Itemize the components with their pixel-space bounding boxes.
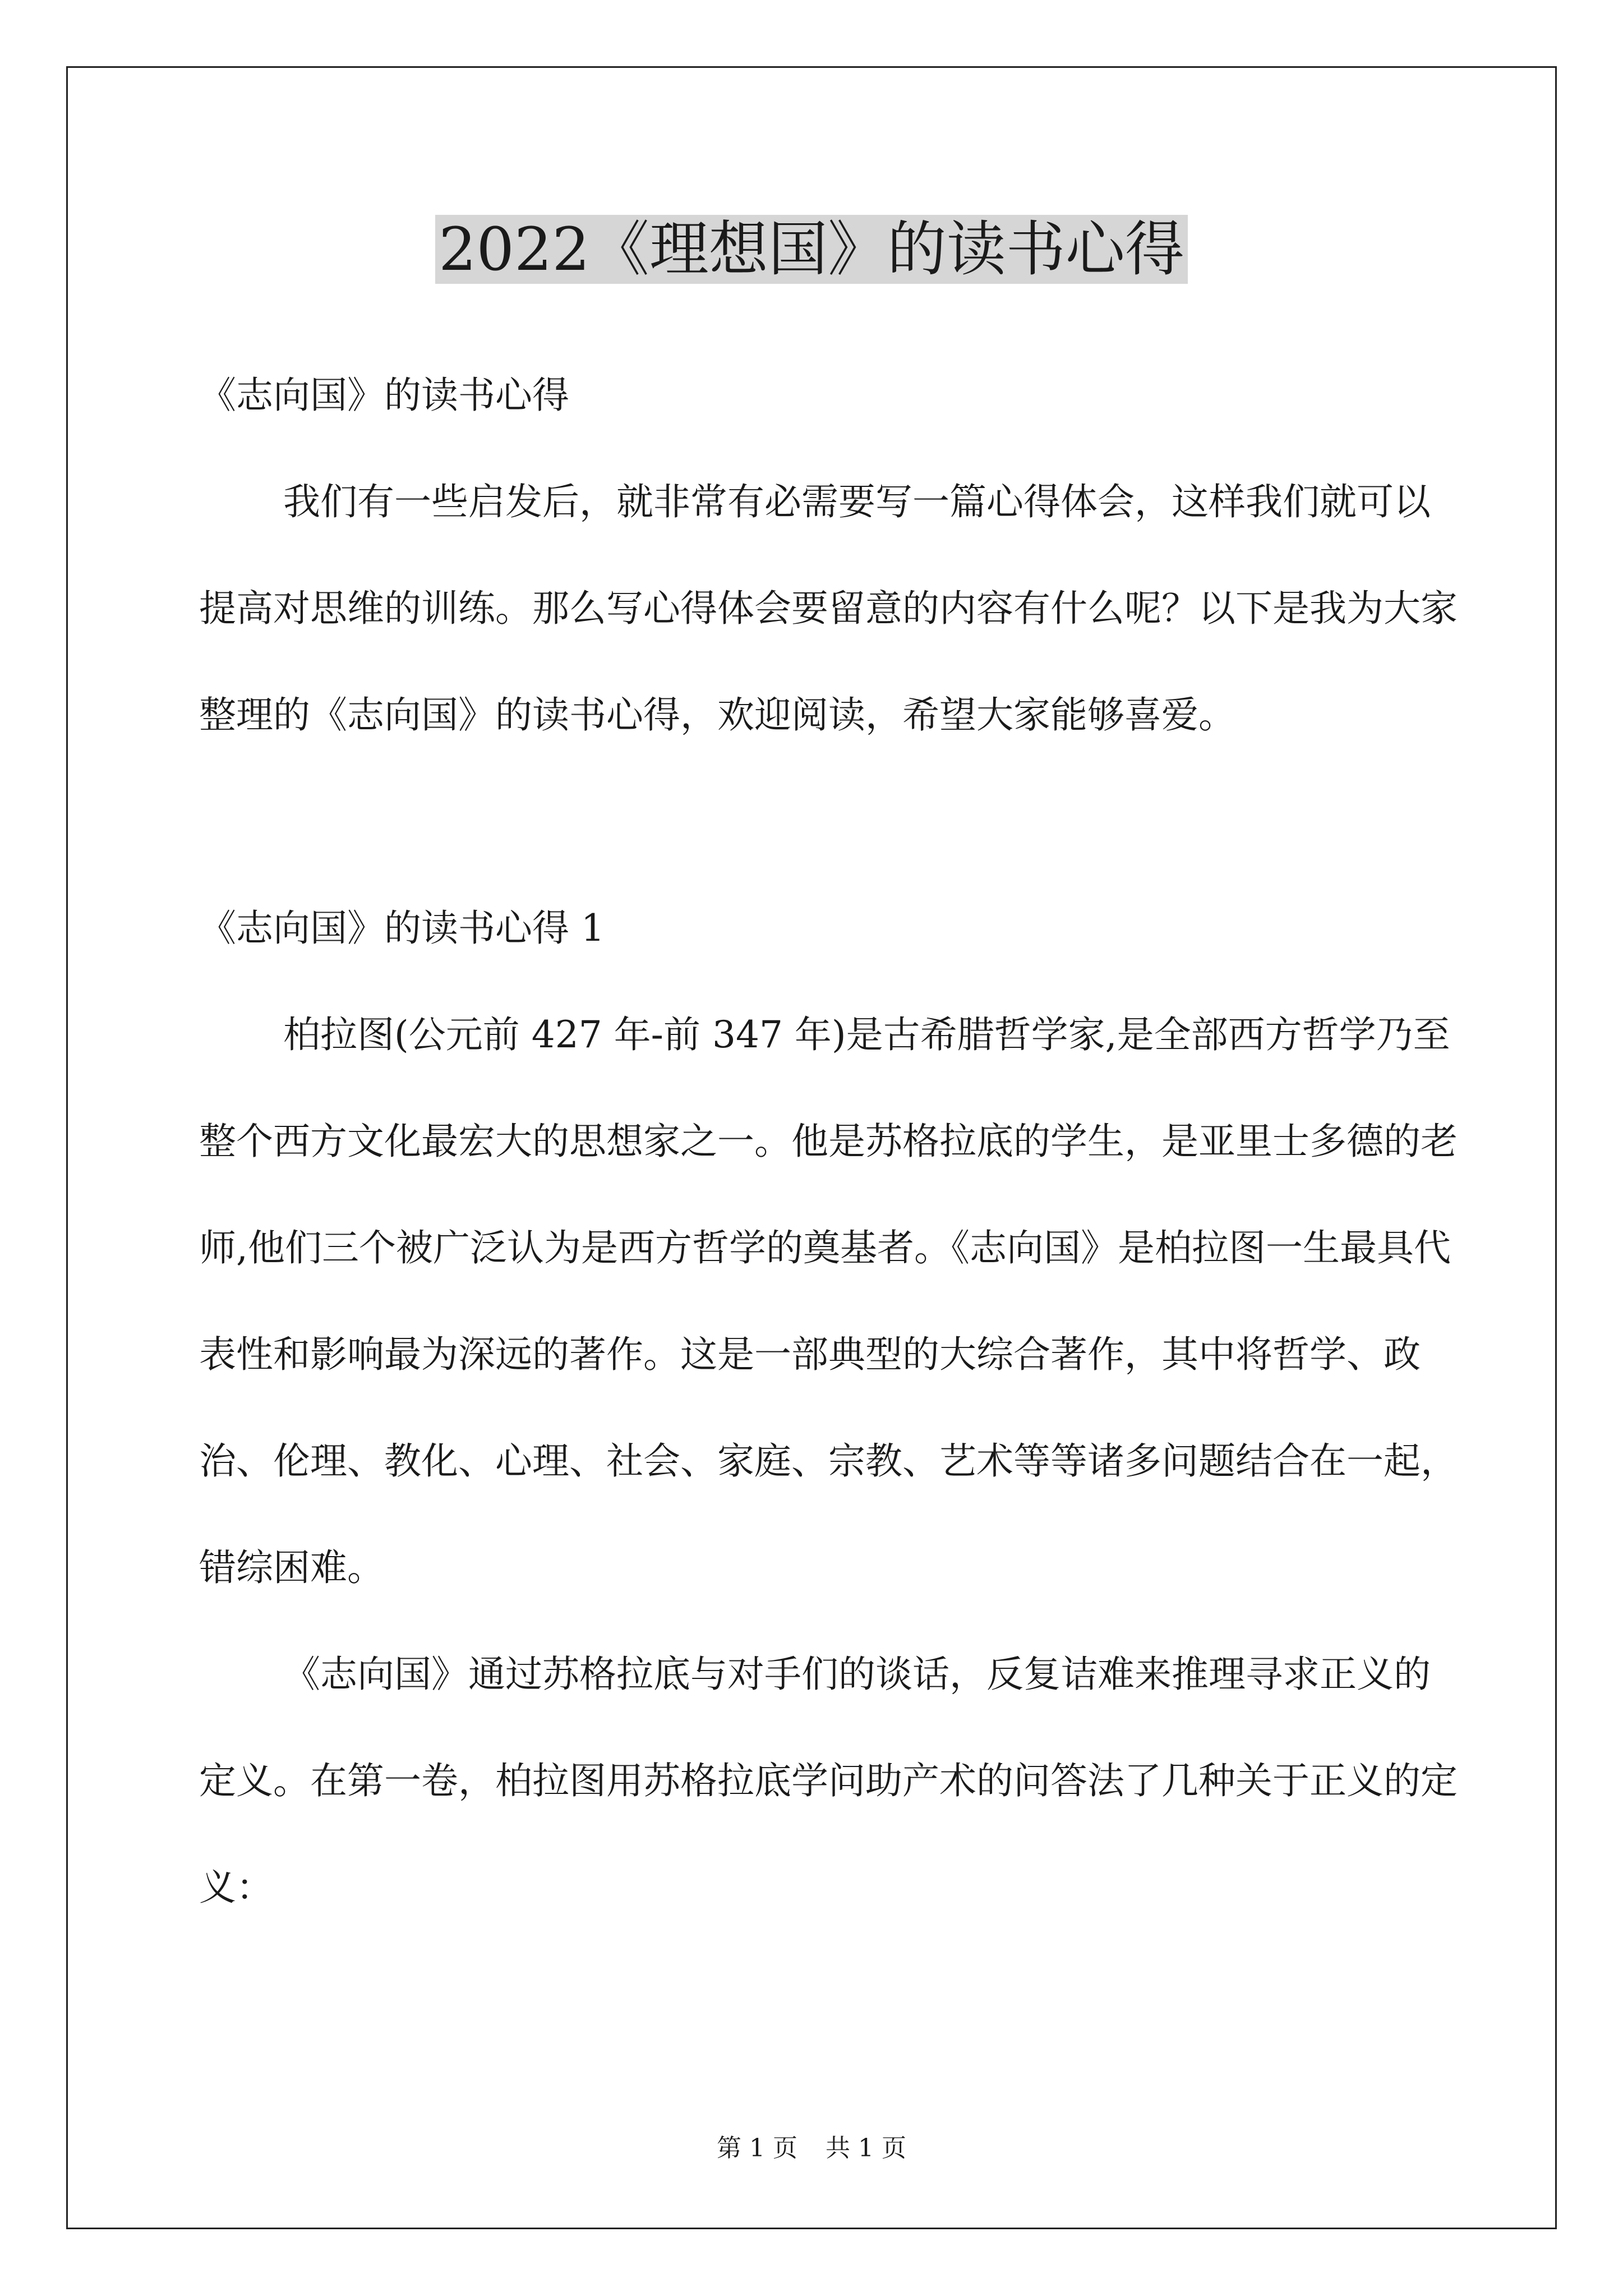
page-footer (0, 2132, 1623, 2165)
section-spacer (199, 769, 1467, 875)
intro-paragraph: 我们有一些启发后，就非常有必需要写一篇心得体会，这样我们就可以提高对思维的训练。那么写心得体会要留意的内容有什么呢？以下是我为大家整理的《志向国》的读书心得，欢迎阅读，希望大家能够喜爱。 (199, 480, 1458, 737)
body-paragraph: 柏拉图(公元前 427 年-前 347 年)是古希腊哲学家,是全部西方哲学乃至整个西方文化最宏大的思想家之一。他是苏格拉底的学生，是亚里士多德的老师,他们三个被广泛认为是西方哲学的奠基者。《志向国》是柏拉图一生最具代表性和影响最为深远的著作。这是一部典型的大综合著作，其中将哲学、政治、伦理、教化、心理、社会、家庭、宗教、艺术等等诸多问题结合在一起，错综困难。 (199, 1013, 1458, 1589)
document-body (199, 342, 1467, 1941)
document-title-text: 2022《理想国》的读书心得 (435, 215, 1188, 284)
section-heading: 《志向国》的读书心得 1 (199, 907, 605, 950)
page-total: 共 1 页 (826, 2134, 906, 2162)
body-paragraph: 《志向国》通过苏格拉底与对手们的谈话，反复诘难来推理寻求正义的定义。在第一卷，柏拉图用苏格拉底学问助产术的问答法了几种关于正义的定义： (199, 1653, 1458, 1909)
page-number: 第 1 页 (717, 2134, 797, 2162)
document-title (0, 210, 1623, 289)
document-subtitle: 《志向国》的读书心得 (199, 374, 569, 417)
